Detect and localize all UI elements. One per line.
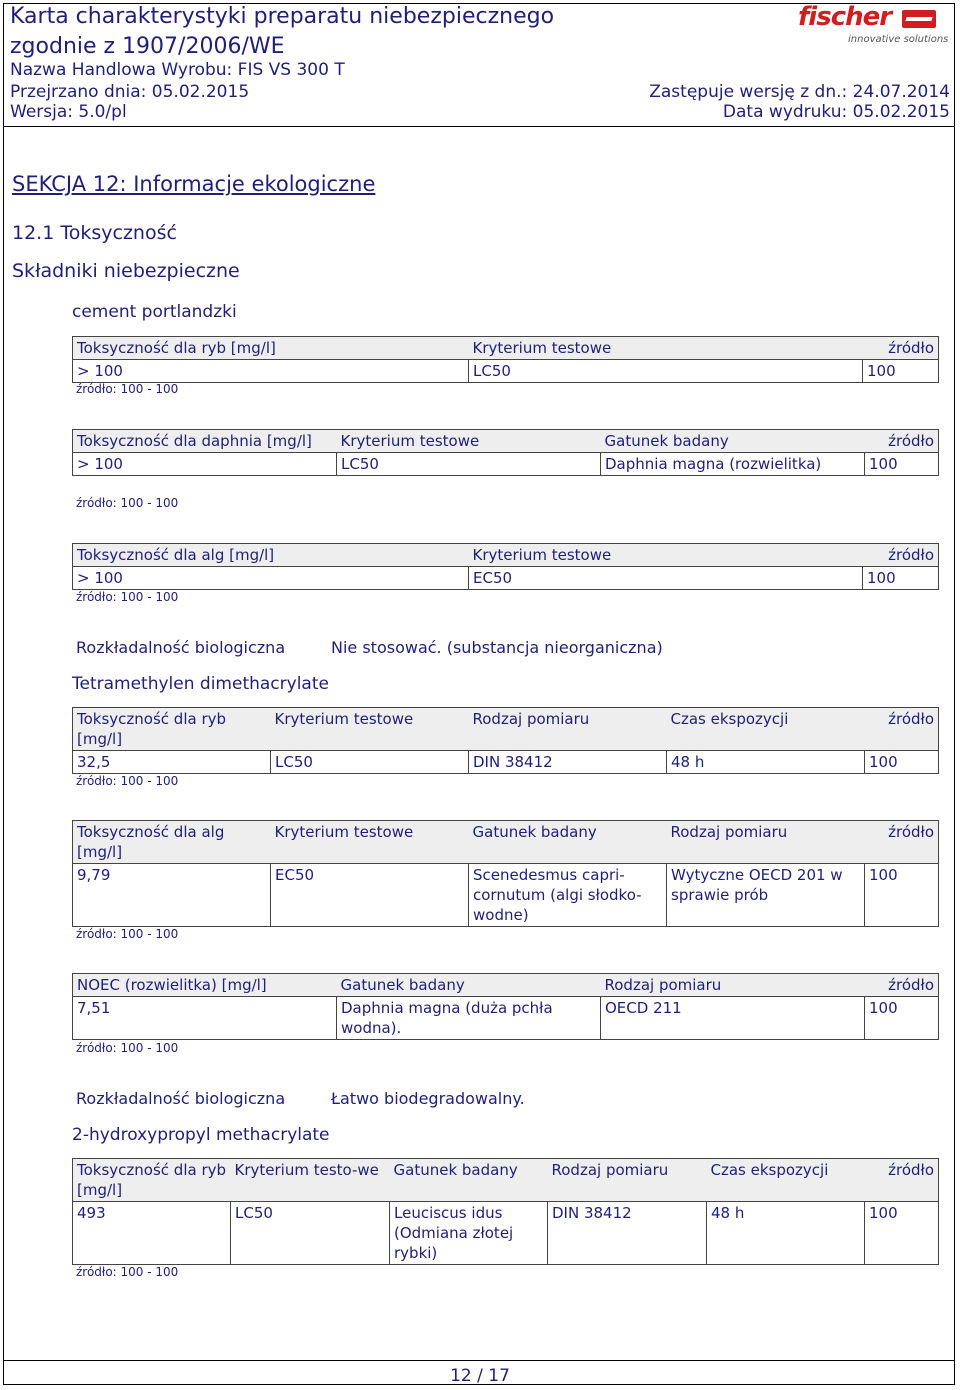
table-cell: 100 xyxy=(865,997,939,1040)
table-header-cell: Czas ekspozycji xyxy=(667,708,865,751)
version: Wersja: 5.0/pl xyxy=(10,102,127,122)
table-cell: DIN 38412 xyxy=(469,751,667,774)
table-header-row xyxy=(73,337,939,360)
table-header-cell: Rodzaj pomiaru xyxy=(667,821,865,864)
table-cell: EC50 xyxy=(271,864,469,927)
table-header-cell: Czas ekspozycji xyxy=(707,1159,865,1202)
table-cell: 7,51 xyxy=(73,997,337,1040)
table-header-cell: źródło xyxy=(865,974,939,997)
table-cell: Leuciscus idus (Odmiana złotej rybki) xyxy=(390,1202,548,1265)
hazardous-components-heading: Składniki niebezpieczne xyxy=(12,260,240,282)
table-cell: Scenedesmus capri-cornutum (algi słodko-wodne) xyxy=(469,864,667,927)
table-header-cell: Gatunek badany xyxy=(469,821,667,864)
logo-brand: fischer xyxy=(798,2,892,32)
table-cell: OECD 211 xyxy=(601,997,865,1040)
source-note: źródło: 100 - 100 xyxy=(76,1041,179,1055)
table-header-cell: NOEC (rozwielitka) [mg/l] xyxy=(73,974,337,997)
table-row xyxy=(73,360,939,383)
table-cell: 100 xyxy=(863,360,939,383)
page-number: 12 / 17 xyxy=(450,1366,510,1386)
table-cell: Daphnia magna (rozwielitka) xyxy=(601,453,865,476)
table-row xyxy=(73,567,939,590)
table-cell: > 100 xyxy=(73,453,337,476)
section-title: SEKCJA 12: Informacje ekologiczne xyxy=(12,172,376,196)
table-header-cell: Toksyczność dla daphnia [mg/l] xyxy=(73,430,337,453)
table-header-cell: Kryterium testowe xyxy=(271,821,469,864)
biodegradability-label: Rozkładalność biologiczna xyxy=(76,1089,286,1108)
table-header-row xyxy=(73,544,939,567)
table-header-cell: Rodzaj pomiaru xyxy=(469,708,667,751)
table-cell: 100 xyxy=(865,1202,939,1265)
substance-name: 2-hydroxypropyl methacrylate xyxy=(72,1125,330,1145)
table-cell: 48 h xyxy=(707,1202,865,1265)
algae-toxicity-table xyxy=(72,543,939,590)
source-note: źródło: 100 - 100 xyxy=(76,927,179,941)
table-cell: Daphnia magna (duża pchła wodna). xyxy=(337,997,601,1040)
fischer-logo xyxy=(798,2,949,46)
substance-name: Tetramethylen dimethacrylate xyxy=(72,674,329,694)
table-cell: 100 xyxy=(865,864,939,927)
table-row xyxy=(73,453,939,476)
table-header-row xyxy=(73,430,939,453)
table-row xyxy=(73,997,939,1040)
table-header-cell: Toksyczność dla ryb [mg/l] xyxy=(73,708,271,751)
fish-toxicity-table xyxy=(72,336,939,383)
table-header-cell: źródło xyxy=(865,430,939,453)
source-note: źródło: 100 - 100 xyxy=(76,590,179,604)
table-header-cell: Toksyczność dla ryb [mg/l] xyxy=(73,1159,231,1202)
table-header-row xyxy=(73,974,939,997)
table-cell: LC50 xyxy=(271,751,469,774)
table-cell: 48 h xyxy=(667,751,865,774)
subsection-toxicity: 12.1 Toksyczność xyxy=(12,222,177,244)
table-cell: 493 xyxy=(73,1202,231,1265)
table-cell: > 100 xyxy=(73,567,469,590)
table-row xyxy=(73,1202,939,1265)
biodegradability-value: Nie stosować. (substancja nieorganiczna) xyxy=(331,638,663,657)
table-cell: 32,5 xyxy=(73,751,271,774)
footer-divider xyxy=(3,1360,955,1361)
logo-mark-icon xyxy=(902,10,936,28)
table-header-cell: Toksyczność dla alg [mg/l] xyxy=(73,544,469,567)
logo-tagline: innovative solutions xyxy=(848,34,949,45)
daphnia-toxicity-table xyxy=(72,429,939,476)
fish-toxicity-table xyxy=(72,1158,939,1265)
table-cell: DIN 38412 xyxy=(548,1202,707,1265)
table-row xyxy=(73,864,939,927)
algae-toxicity-table xyxy=(72,820,939,927)
source-note: źródło: 100 - 100 xyxy=(76,382,179,396)
revised-date: Przejrzano dnia: 05.02.2015 xyxy=(10,82,250,102)
table-header-row xyxy=(73,821,939,864)
table-header-cell: Toksyczność dla ryb [mg/l] xyxy=(73,337,469,360)
table-header-cell: Rodzaj pomiaru xyxy=(601,974,865,997)
table-header-row xyxy=(73,1159,939,1202)
table-cell: 100 xyxy=(863,567,939,590)
table-header-cell: Toksyczność dla alg [mg/l] xyxy=(73,821,271,864)
source-note: źródło: 100 - 100 xyxy=(76,1265,179,1279)
replaces-version: Zastępuje wersję z dn.: 24.07.2014 xyxy=(649,82,950,102)
source-note: źródło: 100 - 100 xyxy=(76,496,179,510)
table-header-cell: Kryterium testowe xyxy=(337,430,601,453)
table-cell: 100 xyxy=(865,453,939,476)
table-row xyxy=(73,751,939,774)
table-header-cell: źródło xyxy=(865,708,939,751)
table-cell: 9,79 xyxy=(73,864,271,927)
table-header-cell: Kryterium testowe xyxy=(469,544,863,567)
table-header-cell: źródło xyxy=(863,544,939,567)
table-header-cell: źródło xyxy=(865,821,939,864)
document-title: Karta charakterystyki preparatu niebezpiecznego xyxy=(10,4,555,29)
table-header-row xyxy=(73,708,939,751)
table-header-cell: Gatunek badany xyxy=(337,974,601,997)
table-header-cell: Kryterium testowe xyxy=(469,337,863,360)
table-cell: LC50 xyxy=(231,1202,390,1265)
table-header-cell: Gatunek badany xyxy=(390,1159,548,1202)
biodegradability-label: Rozkładalność biologiczna xyxy=(76,638,286,657)
fish-toxicity-table xyxy=(72,707,939,774)
biodegradability-value: Łatwo biodegradowalny. xyxy=(331,1089,525,1108)
print-date: Data wydruku: 05.02.2015 xyxy=(722,102,950,122)
table-header-cell: źródło xyxy=(865,1159,939,1202)
table-header-cell: Kryterium testo-we xyxy=(231,1159,390,1202)
table-cell: > 100 xyxy=(73,360,469,383)
trade-name: Nazwa Handlowa Wyrobu: FIS VS 300 T xyxy=(10,60,345,80)
noec-daphnia-table xyxy=(72,973,939,1040)
table-cell: 100 xyxy=(865,751,939,774)
regulation-title: zgodnie z 1907/2006/WE xyxy=(10,34,285,59)
table-header-cell: Gatunek badany xyxy=(601,430,865,453)
table-cell: EC50 xyxy=(469,567,863,590)
table-header-cell: Kryterium testowe xyxy=(271,708,469,751)
source-note: źródło: 100 - 100 xyxy=(76,774,179,788)
header-divider xyxy=(3,126,955,127)
table-header-cell: źródło xyxy=(863,337,939,360)
table-cell: LC50 xyxy=(337,453,601,476)
substance-name: cement portlandzki xyxy=(72,302,237,322)
table-header-cell: Rodzaj pomiaru xyxy=(548,1159,707,1202)
table-cell: Wytyczne OECD 201 w sprawie prób xyxy=(667,864,865,927)
table-cell: LC50 xyxy=(469,360,863,383)
